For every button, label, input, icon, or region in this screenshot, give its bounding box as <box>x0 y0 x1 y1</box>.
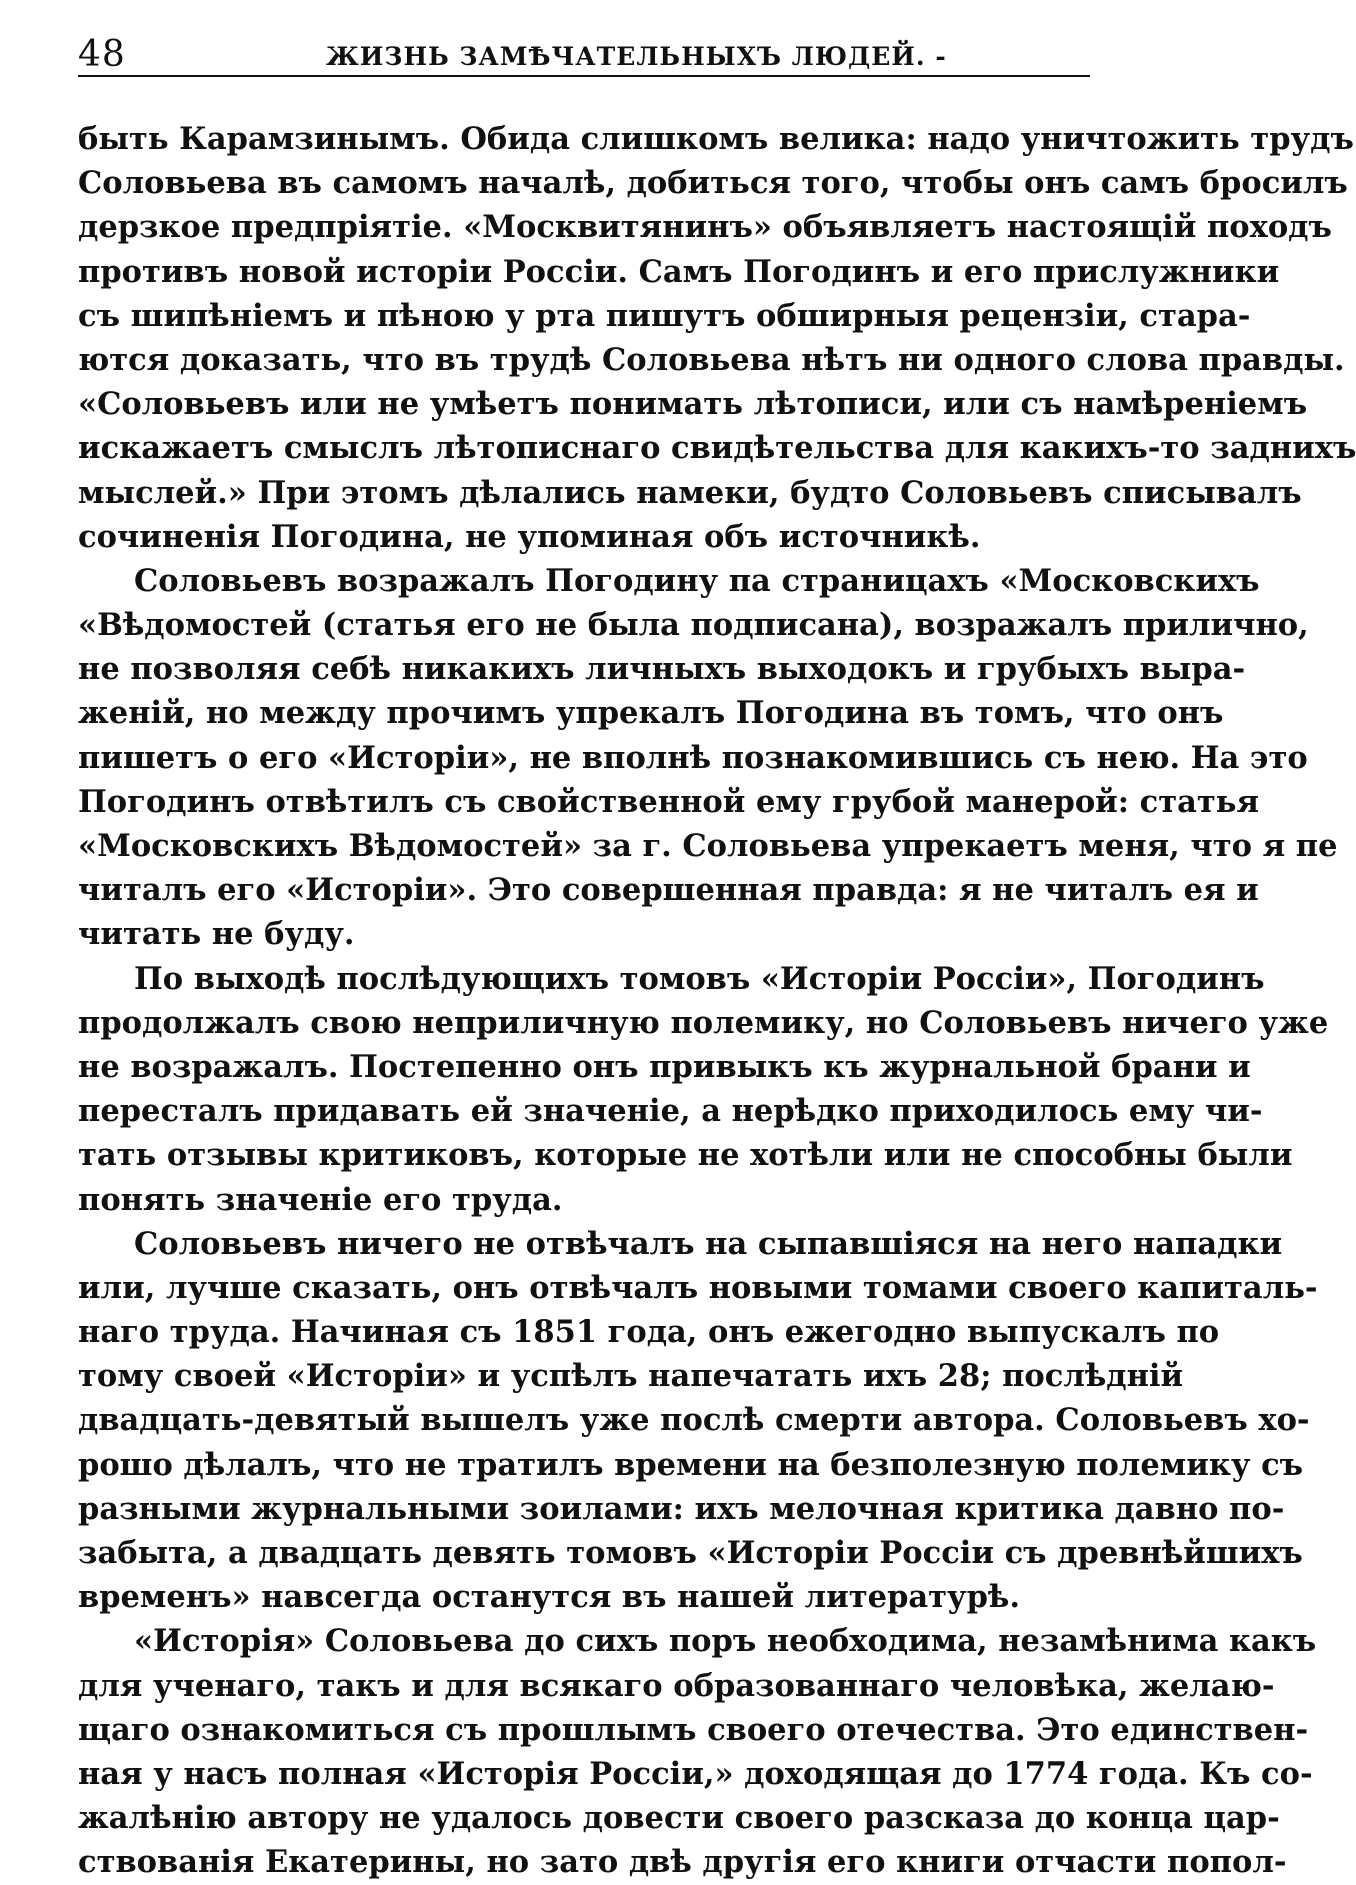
text-line: быть Карамзинымъ. Обида слишкомъ велика: надо уничтожить трудъ <box>78 121 1354 157</box>
text-line: или, лучше сказать, онъ отвѣчалъ новыми томами своего капиталь- <box>78 1269 1318 1306</box>
text-line: тому своей «Исторіи» и успѣлъ напечатать ихъ 28; послѣдній <box>78 1358 1184 1395</box>
text-line: «Московскихъ Вѣдомостей» за г. Соловьева упрекаетъ меня, что я пе <box>78 828 1338 864</box>
text-line: пересталъ придавать ей значеніе, а нерѣдко приходилось ему чи- <box>78 1093 1263 1130</box>
text-line: женій, но между прочимъ упрекалъ Погодина въ томъ, что онъ <box>78 695 1224 732</box>
text-line: забыта, а двадцать девять томовъ «Исторіи Россіи съ древнѣйшихъ <box>78 1535 1303 1571</box>
text-line: искажаетъ смыслъ лѣтописнаго свидѣтельства для какихъ-то заднихъ <box>78 430 1356 467</box>
text-line: временъ» навсегда останутся въ нашей литературѣ. <box>78 1579 1020 1616</box>
paragraph-1 <box>78 117 1356 559</box>
text-line: продолжалъ свою неприличную полемику, но Соловьевъ ничего уже <box>78 1004 1329 1041</box>
text-line: рошо дѣлалъ, что не тратилъ времени на безполезную полемику съ <box>78 1446 1304 1483</box>
text-line: читать не буду. <box>78 916 355 953</box>
text-line: для ученаго, такъ и для всякаго образованнаго человѣка, желаю- <box>78 1667 1275 1704</box>
paragraph-2 <box>78 559 1338 957</box>
page-number: 48 <box>78 34 126 75</box>
text-line: наго труда. Начиная съ 1851 года, онъ ежегодно выпускалъ по <box>78 1314 1220 1351</box>
text-line: «Соловьевъ или не умѣетъ понимать лѣтописи, или съ намѣреніемъ <box>78 386 1308 423</box>
text-line: не возражалъ. Постепенно онъ привыкъ къ журнальной брани и <box>78 1048 1251 1085</box>
text-line: противъ новой исторіи Россіи. Самъ Погодинъ и его прислужники <box>78 253 1280 290</box>
text-line: Соловьевъ возражалъ Погодину па страницахъ «Московскихъ <box>134 562 1260 599</box>
text-line: «Вѣдомостей (статья его не была подписана), возражалъ прилично, <box>78 607 1309 644</box>
paragraph-4 <box>78 1222 1318 1620</box>
body-text <box>78 117 1356 1881</box>
text-line: понять значеніе его труда. <box>78 1181 563 1218</box>
text-line: Погодинъ отвѣтилъ съ свойственной ему грубой манерой: статья <box>78 783 1260 820</box>
text-line: читалъ его «Исторіи». Это совершенная правда: я не читалъ ея и <box>78 872 1259 909</box>
page-header <box>78 30 1090 74</box>
text-line: «Исторія» Соловьева до сихъ поръ необходима, незамѣнима какъ <box>134 1623 1317 1660</box>
text-line: двадцать-девятый вышелъ уже послѣ смерти автора. Соловьевъ хо- <box>78 1402 1310 1439</box>
text-line: разными журнальными зоилами: ихъ мелочная критика давно по- <box>78 1490 1285 1527</box>
text-line: Соловьева въ самомъ началѣ, добиться того, чтобы онъ самъ бросилъ <box>78 165 1348 202</box>
paragraph-5 <box>78 1619 1317 1884</box>
text-line: ствованія Екатерины, но зато двѣ другія его книги отчасти попол- <box>78 1844 1287 1881</box>
header-rule <box>78 75 1090 77</box>
running-title: ЖИЗНЬ ЗАМѢЧАТЕЛЬНЫХЪ ЛЮДЕЙ. - <box>326 42 947 71</box>
text-line: ются доказать, что въ трудѣ Соловьева нѣтъ ни одного слова правды. <box>78 341 1345 378</box>
text-line: Соловьевъ ничего не отвѣчалъ на сыпавшіяся на него нападки <box>134 1225 1283 1262</box>
text-line: мыслей.» При этомъ дѣлались намеки, будто Соловьевъ списывалъ <box>78 474 1302 511</box>
paragraph-3 <box>78 957 1329 1222</box>
text-line: не позволяя себѣ никакихъ личныхъ выходокъ и грубыхъ выра- <box>78 651 1246 688</box>
text-line: пишетъ о его «Исторіи», не вполнѣ познакомившись съ нею. На это <box>78 739 1308 776</box>
text-line: тать отзывы критиковъ, которые не хотѣли или не способны были <box>78 1137 1293 1174</box>
text-line: ная у насъ полная «Исторія Россіи,» доходящая до 1774 года. Къ со- <box>78 1755 1313 1792</box>
text-line: сочиненія Погодина, не упоминая объ источникѣ. <box>78 518 981 555</box>
text-line: щаго ознакомиться съ прошлымъ своего отечества. Это единствен- <box>78 1711 1309 1748</box>
text-line: съ шипѣніемъ и пѣною у рта пишутъ обширныя рецензіи, стара- <box>78 297 1251 334</box>
text-line: жалѣнію автору не удалось довести своего разсказа до конца цар- <box>78 1800 1280 1837</box>
text-line: дерзкое предпріятіе. «Москвитянинъ» объявляетъ настоящій походъ <box>78 209 1332 246</box>
text-line: По выходѣ послѣдующихъ томовъ «Исторіи Россіи», Погодинъ <box>134 960 1265 997</box>
